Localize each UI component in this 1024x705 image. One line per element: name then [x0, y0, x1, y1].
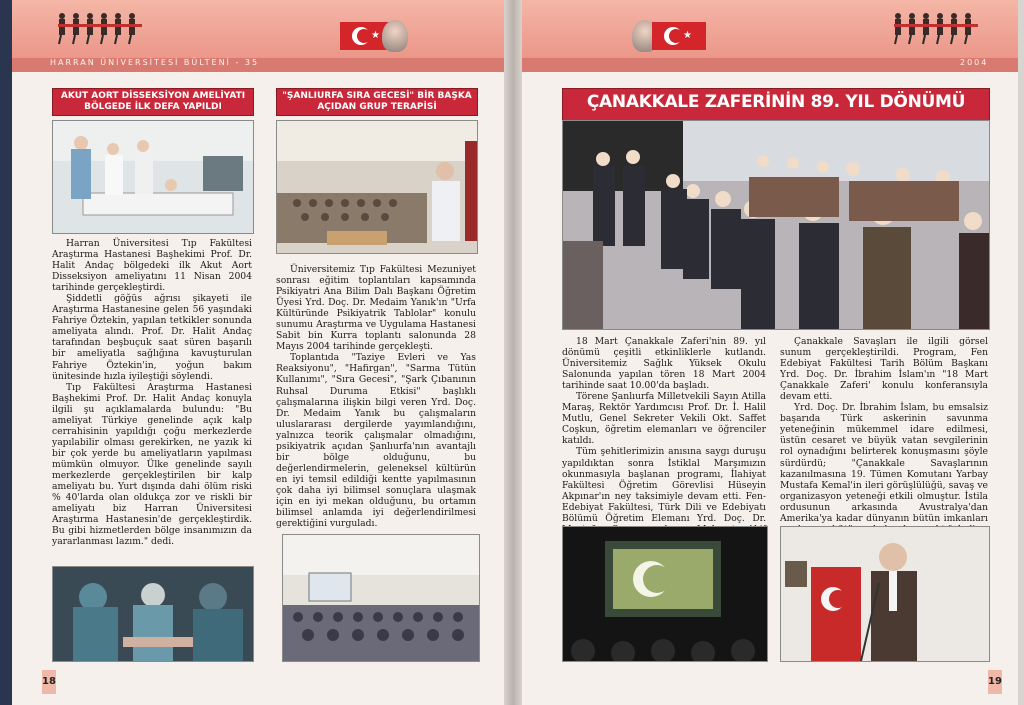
article-sira-gecesi-body	[276, 264, 476, 529]
paragraph: Toplantıda "Taziye Evleri ve Yas Reaksiyonu", "Hafirgan", "Sarma Tütün Kullanımı", "Sıra Gecesi", "Şark Çıbanının Ruhsal Duruma Etkisi" başlıklı çalışmalarına ilişkin bilgi veren Yrd. Doç. Dr. Medaim Yanık bu çalışmaların uluslararası dergilerde yayımlandığını, yalnızca teorik çalışmalar olmadığını, psikiyatrik açıdan Şanlıurfa'nın avantajlı bir bölge olduğunu, bu değerlendirmelerin, geleneksel kültürün en iyi temsil edildiği kentte yapılmasının çok daha iyi bilimsel sonuçlara ulaşmak için en iyi mekan olduğunu, bu ortamın bilimsel anlamda iyi değerlendirilmesi gerektiğini vurguladı.	[276, 352, 476, 530]
article-canakkale-col2	[780, 336, 988, 535]
paragraph: Tıp Fakültesi Araştırma Hastanesi Başhekimi Prof. Dr. Halit Andaç konuyla ilgili şu açıklamalarda bulundu: "Bu ameliyat Türkiye genelinde açık kalp cerrahisinin yapıldığı çoğu merkezlerde yapılabilir olması gerekirken, ne yazık ki bir çok yerde bu ameliyatların yapılması mümkün olmuyor. Ülke genelinde sayılı merkezlerde gerçekleştirilen bir kalp ameliyatı bu. Yurt dışında dahi ölüm riski % 40'larda olan oldukça zor ve riskli bir ameliyatı biz Harran Üniversitesi Araştırma Hastanesin'de gerçekleştirdik. Bu gibi hizmetlerden bölge insanımızın da yararlanması lazım." dedi.	[52, 381, 252, 548]
conference-hall-photo	[276, 120, 478, 254]
ceremony-audience-photo	[562, 120, 990, 330]
surgery-room-photo	[52, 120, 254, 234]
page-gutter	[504, 0, 522, 705]
page-number-right: 19	[988, 670, 1002, 694]
paragraph: Harran Üniversitesi Tıp Fakültesi Araştırma Hastanesi Başhekimi Prof. Dr. Halit Andaç bölgedeki ilk Akut Aort Disseksiyon ameliyatını 11 Nisan 2004 tarihinde gerçekleştirdi.	[52, 238, 252, 294]
ataturk-portrait-icon	[382, 20, 408, 52]
turkish-flag-icon: ★	[340, 22, 394, 50]
paragraph: Tüm şehitlerimizin anısına saygı duruşu yapıldıktan sonra İstiklal Marşımızın okunmasıyla başlanan programı, İlahiyat Fakültesi Öğretim Görevlisi Hüseyin Akpınar'ın ney taksimiyle devam etti. Fen-Edebiyat Fakültesi, Türk Dili ve Edebiyatı Bölümü Öğretim Elemanı Yrd. Doç. Dr.	[562, 446, 766, 524]
paragraph: 18 Mart Çanakkale Zaferi'nin 89. yıl dönümü çeşitli etkinliklerle kutlandı. Üniversitemiz Sağlık Yüksek Okulu Salonunda yapılan tören 18 Mart 2004 tarihinde saat 10.00'da başladı.	[562, 336, 766, 392]
paragraph: Çanakkale Savaşları ile ilgili görsel sunum gerçekleştirildi. Program, Fen Edebiyat Fakültesi Tarih Bölüm Başkanı Yrd. Doç. Dr. İbrahim İslam'ın "18 Mart Çanakkale Zaferi' konulu konferansıyla devam etti.	[780, 336, 988, 403]
binding-edge	[0, 0, 12, 705]
right-page	[514, 0, 1018, 705]
projection-screen-photo	[562, 526, 768, 662]
paragraph: Törene Şanlıurfa Milletvekili Sayın Atilla Maraş, Rektör Yardımcısı Prof. Dr. İ. Halil Mutlu, Genel Sekreter Vekili Okt. Saffet Coşkun, öğretim elemanları ve öğrenciler katıldı.	[562, 391, 766, 447]
folk-dancers-image	[890, 10, 982, 46]
bulletin-year: 2004	[960, 58, 989, 67]
article-canakkale-col1	[562, 336, 766, 557]
left-page	[12, 0, 512, 705]
paragraph: Yrd. Doç. Dr. İbrahim İslam, bu emsalsiz başarıda Türk askerinin savunma yeteneğinin mükemmel idare edilmesi, üstün cesaret ve büyük vatan sevgilerinin rol oynadığını belirterek konuşmasını şöyle sürdürdü; "Çanakkale Savaşlarının kazanılmasına 19. Tümen Komutanı Yarbay Mustafa Kemal'in ileri görüşlülüğü, savaş ve organizasyon yeteneği etkili olmuştur. İstila ordusunun arkasında Avustralya'dan Amerika'ya kadar dünyanın bütün imkanları	[780, 402, 988, 524]
article-aort-body	[52, 238, 252, 547]
surgeons-operating-photo	[52, 566, 254, 662]
article-heading-canakkale: ÇANAKKALE ZAFERİNİN 89. YIL DÖNÜMÜ	[562, 88, 990, 142]
speaker-podium-photo	[780, 526, 990, 662]
page-header	[12, 0, 512, 72]
folk-dancers-image	[54, 10, 146, 46]
paragraph: Üniversitemiz Tıp Fakültesi Mezuniyet sonrası eğitim toplantıları kapsamında Psikiyatri Ana Bilim Dalı Başkanı Öğretim Üyesi Yrd. Doç. Dr. Medaim Yanık'ın "Urfa Kültüründe Psikiyatrik Tablolar" konulu sunumu Araştırma ve Uygulama Hastanesi Sabit bin Kurra toplantı salonunda 28 Mayıs 2004 tarihinde gerçekleşti.	[276, 264, 476, 353]
article-heading-aort: AKUT AORT DİSSEKSİYON AMELİYATI BÖLGEDE İLK DEFA YAPILDI	[52, 88, 254, 116]
bulletin-title: HARRAN ÜNİVERSİTESİ BÜLTENİ - 35	[50, 58, 260, 67]
page-header	[514, 0, 1018, 72]
article-heading-sira-gecesi: "ŞANLIURFA SIRA GECESİ" BİR BAŞKA AÇIDAN GRUP TERAPİSİ	[276, 88, 478, 116]
audience-photo	[282, 534, 480, 662]
turkish-flag-icon: ★	[652, 22, 706, 50]
paragraph: Şiddetli göğüs ağrısı şikayeti ile Araştırma Hastanesine gelen 56 yaşındaki Fahriye Öztekin, yapılan tetkikler sonunda ameliyata alındı. Prof. Dr. Halit Andaç tarafından beşbuçuk saat süren başarılı bir ameliyatla sağlığına kavuşturulan Fahriye Öztekin'in, yoğun bakım ünitesinde hızla iyileştiği söylendi.	[52, 293, 252, 382]
page-number-left: 18	[42, 670, 56, 694]
